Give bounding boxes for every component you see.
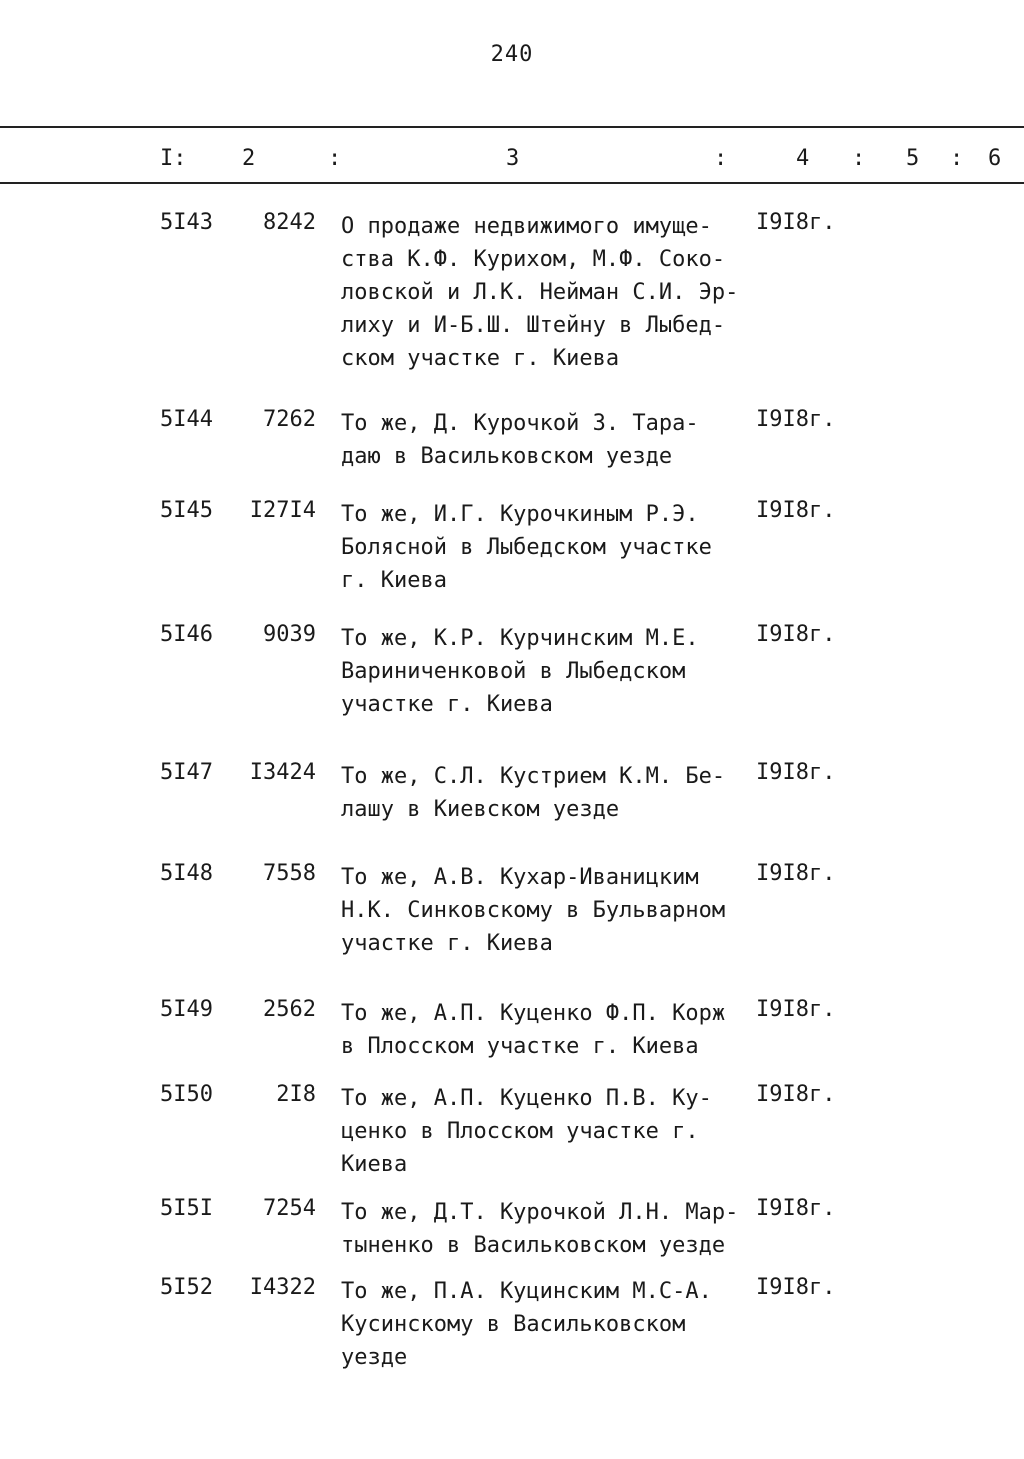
description: [341, 1196, 751, 1262]
header-col4: 4: [796, 146, 810, 171]
description-line: О продаже недвижимого имуще-: [341, 214, 712, 239]
case-number: I3424: [249, 760, 316, 785]
record-number: 5I46: [160, 622, 213, 647]
case-number: 2562: [263, 997, 316, 1022]
year: I9I8г.: [756, 210, 836, 235]
description-line: То же, А.П. Куценко Ф.П. Корж: [341, 1001, 726, 1026]
description: [341, 861, 751, 960]
description: [341, 760, 751, 826]
year: I9I8г.: [756, 498, 836, 523]
description-line: ценко в Плосском участке г.: [341, 1119, 699, 1144]
description-line: Болясной в Лыбедском участке: [341, 535, 712, 560]
description-line: г. Киева: [341, 568, 447, 593]
page-number: 240: [490, 42, 534, 67]
description-line: участке г. Киева: [341, 931, 553, 956]
description-line: То же, Д.Т. Курочкой Л.Н. Мар-: [341, 1200, 739, 1225]
header-col1: I:: [160, 146, 187, 171]
year: I9I8г.: [756, 861, 836, 886]
description-line: Вариниченковой в Лыбедском: [341, 659, 686, 684]
description-line: участке г. Киева: [341, 692, 553, 717]
header-sep3: :: [852, 146, 866, 171]
record-number: 5I43: [160, 210, 213, 235]
case-number: 8242: [263, 210, 316, 235]
year: I9I8г.: [756, 407, 836, 432]
record-number: 5I50: [160, 1082, 213, 1107]
description-line: То же, А.В. Кухар-Иваницким: [341, 865, 699, 890]
header-top-rule: [0, 126, 1024, 128]
description: [341, 210, 751, 375]
description-line: Киева: [341, 1152, 408, 1177]
description: [341, 1275, 751, 1374]
year: I9I8г.: [756, 622, 836, 647]
case-number: 9039: [263, 622, 316, 647]
description-line: лашу в Киевском уезде: [341, 797, 620, 822]
description-line: ства К.Ф. Курихом, М.Ф. Соко-: [341, 247, 726, 272]
year: I9I8г.: [756, 1082, 836, 1107]
record-number: 5I45: [160, 498, 213, 523]
header-sep1: :: [328, 146, 342, 171]
header-bottom-rule: [0, 182, 1024, 184]
case-number: 7558: [263, 861, 316, 886]
description-line: лиху и И-Б.Ш. Штейну в Лыбед-: [341, 313, 726, 338]
description-line: Н.К. Синковскому в Бульварном: [341, 898, 726, 923]
header-col6: 6: [988, 146, 1002, 171]
header-col3: 3: [506, 146, 520, 171]
description-line: То же, С.Л. Кустрием К.М. Бе-: [341, 764, 726, 789]
case-number: I4322: [249, 1275, 316, 1300]
case-number: I27I4: [249, 498, 316, 523]
description-line: То же, И.Г. Курочкиным Р.Э.: [341, 502, 699, 527]
description-line: тыненко в Васильковском уезде: [341, 1233, 726, 1258]
description-line: То же, П.А. Куцинским М.С-А.: [341, 1279, 712, 1304]
case-number: 7254: [263, 1196, 316, 1221]
header-col5: 5: [906, 146, 920, 171]
header-sep2: :: [714, 146, 728, 171]
description-line: уезде: [341, 1345, 408, 1370]
description-line: ском участке г. Киева: [341, 346, 620, 371]
description-line: ловской и Л.К. Нейман С.И. Эр-: [341, 280, 739, 305]
year: I9I8г.: [756, 760, 836, 785]
description: [341, 498, 751, 597]
description-line: То же, А.П. Куценко П.В. Ку-: [341, 1086, 712, 1111]
record-number: 5I52: [160, 1275, 213, 1300]
record-number: 5I48: [160, 861, 213, 886]
case-number: 2I8: [276, 1082, 316, 1107]
description-line: То же, Д. Курочкой З. Тара-: [341, 411, 699, 436]
description: [341, 1082, 751, 1181]
record-number: 5I5I: [160, 1196, 213, 1221]
year: I9I8г.: [756, 997, 836, 1022]
description-line: даю в Васильковском уезде: [341, 444, 673, 469]
description-line: То же, К.Р. Курчинским М.Е.: [341, 626, 699, 651]
record-number: 5I44: [160, 407, 213, 432]
case-number: 7262: [263, 407, 316, 432]
description: [341, 407, 751, 473]
header-sep4: :: [950, 146, 964, 171]
header-col2: 2: [242, 146, 256, 171]
year: I9I8г.: [756, 1196, 836, 1221]
description-line: Кусинскому в Васильковском: [341, 1312, 686, 1337]
description-line: в Плосском участке г. Киева: [341, 1034, 699, 1059]
description: [341, 997, 751, 1063]
record-number: 5I49: [160, 997, 213, 1022]
year: I9I8г.: [756, 1275, 836, 1300]
description: [341, 622, 751, 721]
record-number: 5I47: [160, 760, 213, 785]
